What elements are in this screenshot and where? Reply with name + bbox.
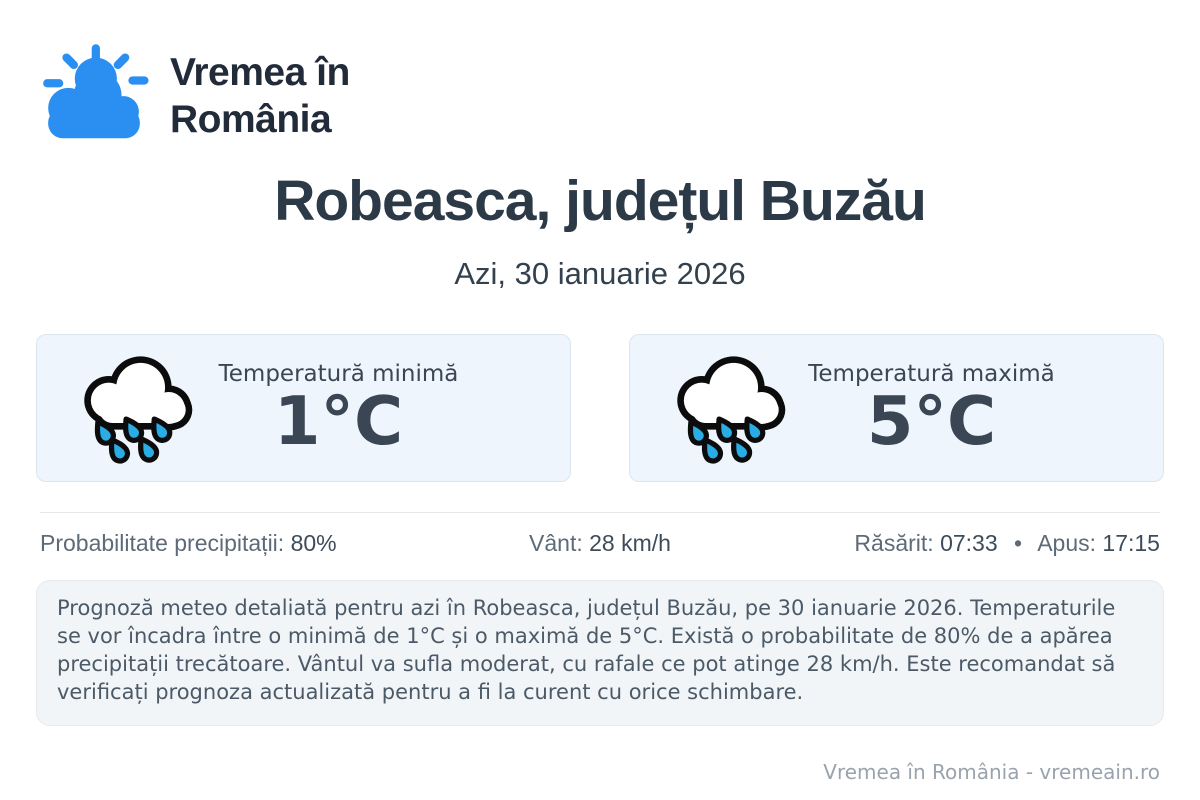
precipitation-stat (40, 530, 466, 557)
sunrise-label: Răsărit: (854, 530, 934, 556)
sunset-label: Apus: (1037, 530, 1097, 556)
wind-value: 28 km/h (589, 530, 671, 556)
page-title: Robeasca, județul Buzău (274, 169, 926, 233)
rain-cloud-icon (73, 349, 197, 467)
min-temp-label: Temperatură minimă (218, 360, 459, 387)
brand-name (170, 50, 350, 144)
min-temp-value: 1°C (273, 381, 404, 460)
min-temp-text (197, 360, 480, 460)
date-subtitle: Azi, 30 ianuarie 2026 (454, 256, 746, 291)
forecast-box (36, 580, 1164, 726)
precipitation-label: Probabilitate precipitații: (40, 530, 285, 556)
bullet-separator: • (1014, 530, 1023, 556)
wind-label: Vânt: (529, 530, 583, 556)
brand-name-line2: România (170, 98, 332, 141)
sun-cloud-logo-icon (38, 42, 150, 152)
brand-header (38, 42, 1200, 152)
rain-cloud-icon (666, 349, 790, 467)
wind-stat (466, 530, 735, 557)
max-temp-label: Temperatură maximă (808, 360, 1055, 387)
sunrise-value: 07:33 (940, 530, 998, 556)
forecast-text: Prognoză meteo detaliată pentru azi în Robeasca, județul Buzău, pe 30 ianuarie 2026. Temperaturile se vor încadra între o minimă de 1°C și o maximă de 5°C. Există o probabilitate de 80% de a apărea precipitații trecătoare. Vântul va sufla moderat, cu rafale ce pot atinge 28 km/h. Este recomandat să verificați prognoza actualizată pentru a fi la curent cu orice schimbare. (57, 596, 1116, 704)
temperature-cards (36, 334, 1164, 482)
min-temp-card (36, 334, 571, 482)
sunset-value: 17:15 (1102, 530, 1160, 556)
precipitation-value: 80% (290, 530, 337, 556)
footer-credit: Vremea în România - vremeain.ro (823, 760, 1160, 784)
sun-times-stat (734, 530, 1160, 557)
max-temp-text (790, 360, 1073, 460)
max-temp-value: 5°C (866, 381, 997, 460)
brand-name-line1: Vremea în (170, 51, 350, 95)
max-temp-card (629, 334, 1164, 482)
stats-row (40, 513, 1160, 557)
